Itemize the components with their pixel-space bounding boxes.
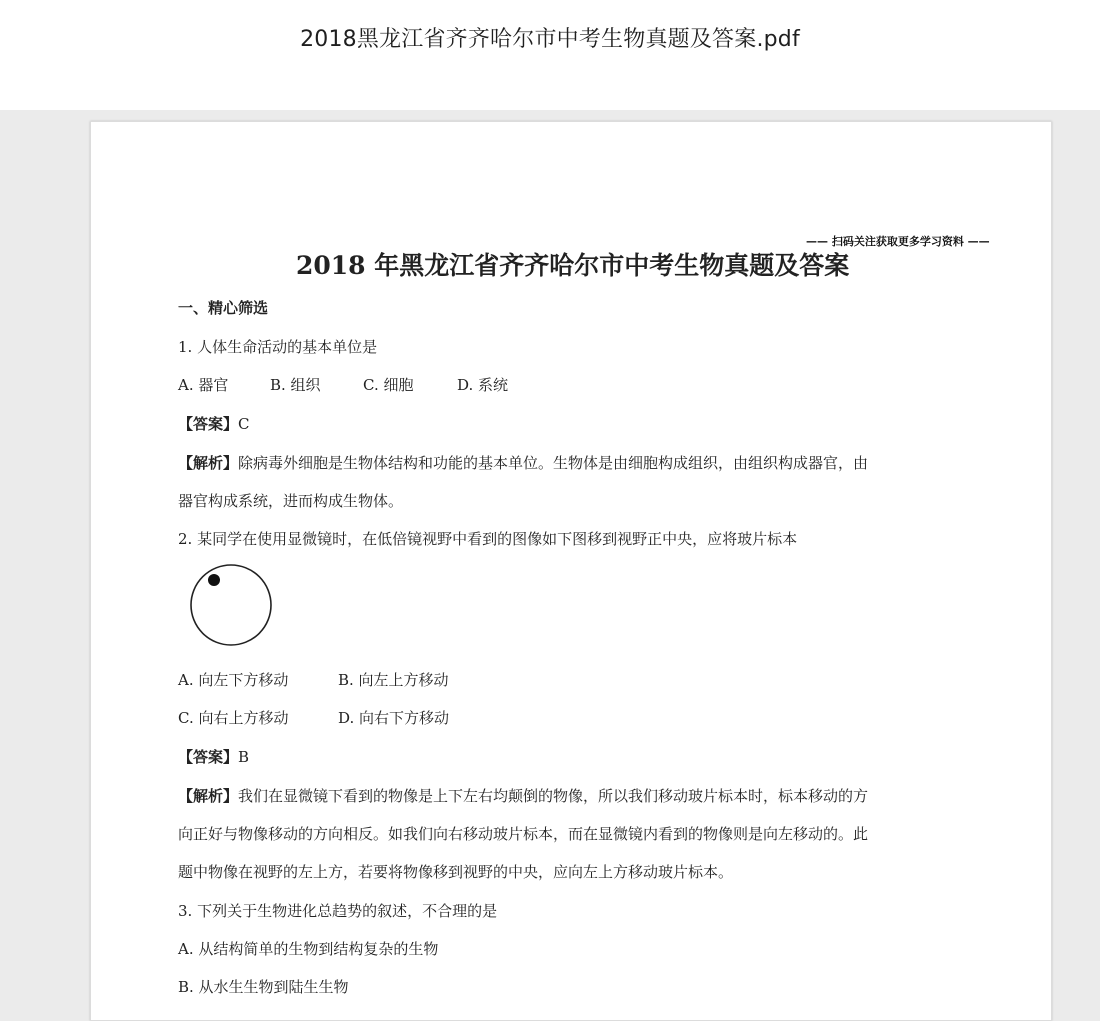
question-2-option-a: A. 向左下方移动 (178, 671, 289, 689)
question-2-option-d: D. 向右下方移动 (338, 709, 450, 727)
question-2-analysis-line-3: 题中物像在视野的左上方，若要将物像移到视野的中央，应向左上方移动玻片标本。 (178, 863, 734, 881)
question-1-option-c: C. 细胞 (363, 376, 414, 394)
question-1-option-b: B. 组织 (270, 376, 321, 394)
analysis-tag: 【解析】 (178, 787, 239, 805)
question-1-analysis-line-1 (178, 452, 868, 473)
question-2-option-c: C. 向右上方移动 (178, 709, 289, 727)
question-1-option-a: A. 器官 (178, 376, 229, 394)
question-3-option-a: A. 从结构简单的生物到结构复杂的生物 (178, 940, 439, 958)
question-1-answer (178, 413, 250, 434)
analysis-text: 除病毒外细胞是生物体结构和功能的基本单位。生物体是由细胞构成组织，由组织构成器官，由 (238, 454, 869, 472)
question-1-stem: 1. 人体生命活动的基本单位是 (178, 338, 378, 356)
question-2-stem: 2. 某同学在使用显微镜时，在低倍镜视野中看到的图像如下图移到视野正中央，应将玻片标本 (178, 530, 798, 548)
microscope-field-icon (186, 560, 276, 650)
answer-value: C (238, 415, 250, 433)
viewer-header (0, 0, 1100, 110)
question-2-option-b: B. 向左上方移动 (338, 671, 449, 689)
answer-tag: 【答案】 (178, 415, 239, 433)
question-1-option-d: D. 系统 (457, 376, 509, 394)
question-3-option-b: B. 从水生生物到陆生生物 (178, 978, 349, 996)
question-1-analysis-line-2: 器官构成系统，进而构成生物体。 (178, 492, 404, 510)
analysis-text: 我们在显微镜下看到的物像是上下左右均颠倒的物像，所以我们移动玻片标本时，标本移动的方 (238, 787, 869, 805)
answer-tag: 【答案】 (178, 748, 239, 766)
question-2-answer (178, 746, 249, 767)
analysis-tag: 【解析】 (178, 454, 239, 472)
answer-value: B (238, 748, 250, 766)
document-title: 2018 年黑龙江省齐齐哈尔市中考生物真题及答案 (296, 251, 850, 280)
watermark-text: —— 扫码关注获取更多学习资料 —— (806, 235, 990, 248)
question-2-analysis-line-1 (178, 785, 868, 806)
question-3-stem: 3. 下列关于生物进化总趋势的叙述，不合理的是 (178, 902, 498, 920)
section-heading: 一、精心筛选 (178, 299, 269, 317)
question-2-analysis-line-2: 向正好与物像移动的方向相反。如我们向右移动玻片标本，而在显微镜内看到的物像则是向左移动的。此 (178, 825, 869, 843)
file-title: 2018黑龙江省齐齐哈尔市中考生物真题及答案.pdf (300, 27, 800, 52)
